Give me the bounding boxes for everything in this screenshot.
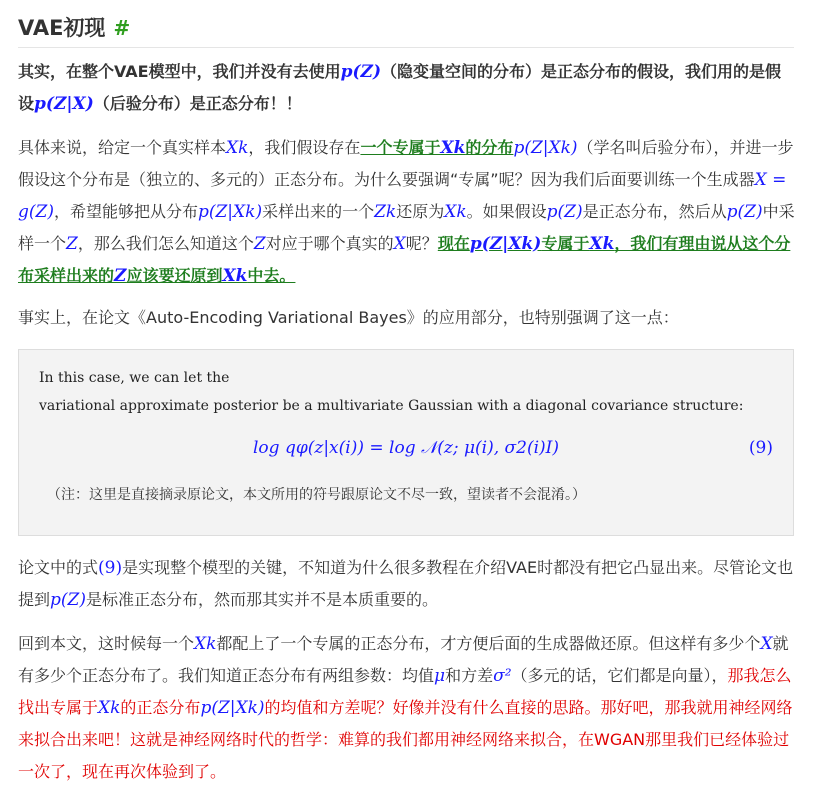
text: 论文中的式	[18, 558, 99, 577]
intro-text-2: （隐变量空间的分布）是正态分布的假设，我们用的是假设	[18, 62, 782, 113]
text: 对应于哪个真实的	[265, 234, 394, 253]
text: 和方差	[445, 666, 494, 685]
text: 是实现整个模型的关键，不知道为什么很多教程在介绍VAE时都没有把它凸显出来。尽管论文也提到	[18, 558, 794, 609]
blockquote-paper	[18, 349, 794, 536]
math-pz: p(Z)	[726, 202, 763, 222]
math-z: Z	[114, 266, 127, 286]
math-xk: Xk	[222, 266, 248, 286]
math-pzxk: p(Z|Xk)	[197, 202, 263, 222]
math-zk: Zk	[374, 202, 397, 222]
math-pz: p(Z)	[546, 202, 583, 222]
text: ，我们有理由说从这个分布采样出来的	[18, 234, 791, 285]
text: ，我们假设存在	[248, 138, 361, 157]
math-x: X	[393, 234, 406, 254]
text: 呢？	[405, 234, 438, 253]
text: 中采样一个	[18, 202, 795, 253]
text: ，那么我们怎么知道这个	[77, 234, 254, 253]
paragraph-intro	[18, 56, 796, 120]
math-xk: Xk	[589, 234, 615, 254]
text: （多元的话，它们都是向量），	[511, 666, 728, 685]
heading-anchor-link[interactable]: #	[113, 16, 131, 40]
text: 那我怎么找出专属于	[18, 666, 792, 717]
text: 一个专属于	[360, 138, 441, 157]
math-xk: Xk	[194, 634, 217, 654]
math-xk: Xk	[226, 138, 249, 158]
text: 的均值和方差呢？好像并没有什么直接的思路。那好吧，那我就用神经网络来拟合出来吧！这就是神经网络时代的哲学：难算的我们都用神经网络来拟合，在WGAN那里我们已经体验过一次了，现在再次体验到了。	[18, 698, 793, 781]
math-pzxk: p(Z|Xk)	[469, 234, 542, 254]
text: 中去。	[247, 266, 296, 285]
text: 都配上了一个专属的正态分布，才方便后面的生成器做还原。但这样有多少个	[216, 634, 761, 653]
text: 回到本文，这时候每一个	[18, 634, 195, 653]
equation-ref-link[interactable]: (9)	[98, 558, 123, 578]
paragraph-paper-reference: 事实上，在论文《Auto-Encoding Variational Bayes》的应用部分，也特别强调了这一点：	[18, 308, 679, 327]
math-pzx: p(Z|X)	[34, 94, 94, 114]
intro-text-1: 其实，在整个VAE模型中，我们并没有去使用	[18, 62, 341, 81]
math-xk: Xk	[440, 138, 466, 158]
section-title: VAE初现	[18, 16, 106, 40]
math-x: X	[760, 634, 773, 654]
text: （学名叫后验分布），并进一步假设这个分布是（独立的、多元的）正态分布。为什么要强调“专属”呢？因为我们后面要训练一个生成器	[18, 138, 794, 189]
text: 应该要还原到	[126, 266, 223, 285]
text: 。如果假设	[466, 202, 547, 221]
paragraph-key-equation	[18, 552, 796, 616]
math-z: Z	[66, 234, 78, 254]
math-pzxk: p(Z|Xk)	[200, 698, 265, 718]
quote-line-1: In this case, we can let the	[39, 370, 230, 386]
text: 还原为	[396, 202, 445, 221]
equation-number: (9)	[748, 438, 773, 458]
text: ，希望能够把从分布	[53, 202, 198, 221]
equation-9: log qφ(z|x(i)) = log 𝒩(z; μ(i), σ2(i)I)	[252, 438, 560, 458]
paragraph-neural-fit	[18, 628, 796, 788]
paragraph-posterior	[18, 132, 796, 292]
math-z: Z	[253, 234, 266, 254]
intro-text-3: （后验分布）是正态分布！！	[93, 94, 302, 113]
math-sigma2: σ²	[493, 666, 512, 686]
math-pz: p(Z)	[340, 62, 382, 82]
text: 就有多少个正态分布了。我们知道正态分布有两组参数：均值	[18, 634, 789, 685]
quote-line-2: variational approximate posterior be a multivariate Gaussian with a diagonal covariance structure:	[39, 398, 744, 414]
quote-note: （注：这里是直接摘录原论文，本文所用的符号跟原论文不尽一致，望读者不会混淆。）	[47, 487, 586, 503]
math-pz: p(Z)	[50, 590, 86, 610]
text: 的正态分布	[120, 698, 201, 717]
text: 的分布	[465, 138, 514, 157]
highlight-link[interactable]	[360, 138, 513, 157]
text: 是正态分布，然后从	[582, 202, 727, 221]
text: 具体来说，给定一个真实样本	[18, 138, 227, 157]
section-heading	[18, 12, 794, 48]
math-mu: μ	[434, 666, 446, 686]
text: 是标准正态分布，然而那其实并不是本质重要的。	[85, 590, 438, 609]
text: 采样出来的一个	[262, 202, 375, 221]
math-generator: X = g(Z)	[18, 170, 787, 222]
text: 专属于	[541, 234, 590, 253]
text: 现在	[437, 234, 470, 253]
math-xk: Xk	[98, 698, 121, 718]
math-pzxk: p(Z|Xk)	[513, 138, 578, 158]
math-xk: Xk	[444, 202, 467, 222]
